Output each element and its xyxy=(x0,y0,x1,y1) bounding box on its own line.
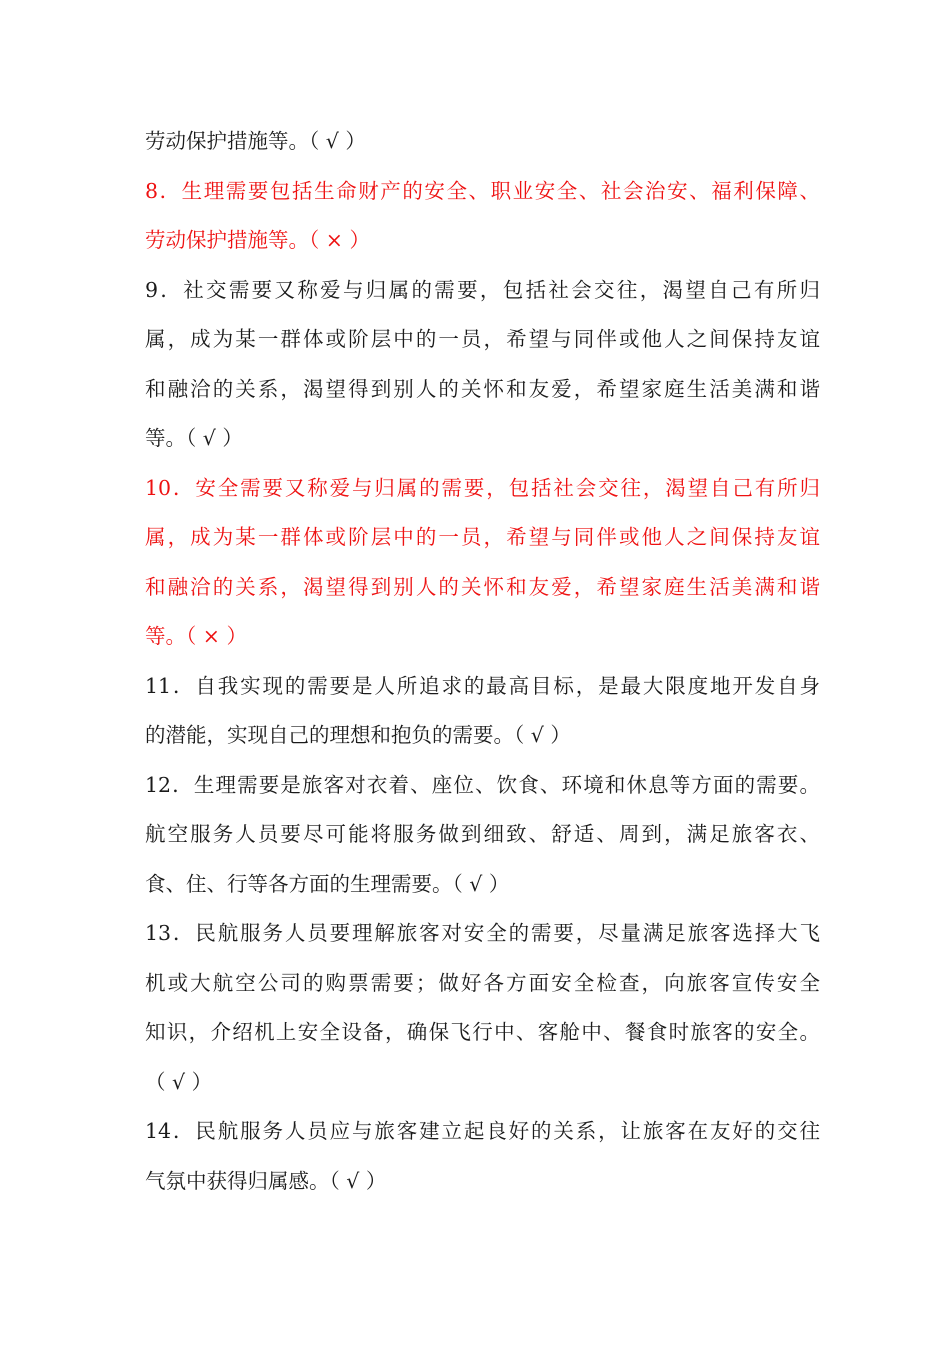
question-list xyxy=(145,117,820,1206)
question-line: 食、住、行等各方面的生理需要。（ √ ） xyxy=(145,871,510,896)
question-line: 机或大航空公司的购票需要；做好各方面安全检查，向旅客宣传安全 xyxy=(145,970,820,995)
question-item xyxy=(145,662,820,761)
question-item xyxy=(145,1107,820,1206)
question-line: 的潜能，实现自己的理想和抱负的需要。（ √ ） xyxy=(145,723,571,747)
question-line: 劳动保护措施等。（ √ ） xyxy=(145,129,366,153)
question-line: 气氛中获得归属感。（ √ ） xyxy=(145,1168,387,1193)
question-item xyxy=(145,167,820,266)
question-line: 14．民航服务人员应与旅客建立起良好的关系，让旅客在友好的交往 xyxy=(145,1119,820,1143)
question-line: 等。（ √ ） xyxy=(145,426,243,450)
question-line: 劳动保护措施等。（ × ） xyxy=(145,228,370,252)
question-line: 和融洽的关系，渴望得到别人的关怀和友爱，希望家庭生活美满和谐 xyxy=(145,376,820,401)
question-item xyxy=(145,464,820,662)
question-line: 知识，介绍机上安全设备，确保飞行中、客舱中、餐食时旅客的安全。 xyxy=(145,1020,820,1044)
question-line: 航空服务人员要尽可能将服务做到细致、舒适、周到，满足旅客衣、 xyxy=(145,822,820,846)
question-line: 11．自我实现的需要是人所追求的最高目标，是最大限度地开发自身 xyxy=(145,673,820,698)
question-item xyxy=(145,909,820,1107)
question-line: （ √ ） xyxy=(145,1069,213,1094)
question-item xyxy=(145,761,820,910)
question-line: 属，成为某一群体或阶层中的一员，希望与同伴或他人之间保持友谊 xyxy=(145,327,820,351)
question-line: 8．生理需要包括生命财产的安全、职业安全、社会治安、福利保障、 xyxy=(145,178,820,203)
question-line: 等。（ × ） xyxy=(145,624,247,648)
question-line: 和融洽的关系，渴望得到别人的关怀和友爱，希望家庭生活美满和谐 xyxy=(145,574,820,599)
question-line: 12．生理需要是旅客对衣着、座位、饮食、环境和休息等方面的需要。 xyxy=(145,772,820,797)
question-item xyxy=(145,266,820,464)
question-line: 属，成为某一群体或阶层中的一员，希望与同伴或他人之间保持友谊 xyxy=(145,525,820,549)
question-line: 9．社交需要又称爱与归属的需要，包括社会交往，渴望自己有所归 xyxy=(145,277,820,302)
question-line: 10．安全需要又称爱与归属的需要，包括社会交往，渴望自己有所归 xyxy=(145,475,820,500)
question-item xyxy=(145,117,820,167)
question-line: 13．民航服务人员要理解旅客对安全的需要，尽量满足旅客选择大飞 xyxy=(145,921,820,945)
